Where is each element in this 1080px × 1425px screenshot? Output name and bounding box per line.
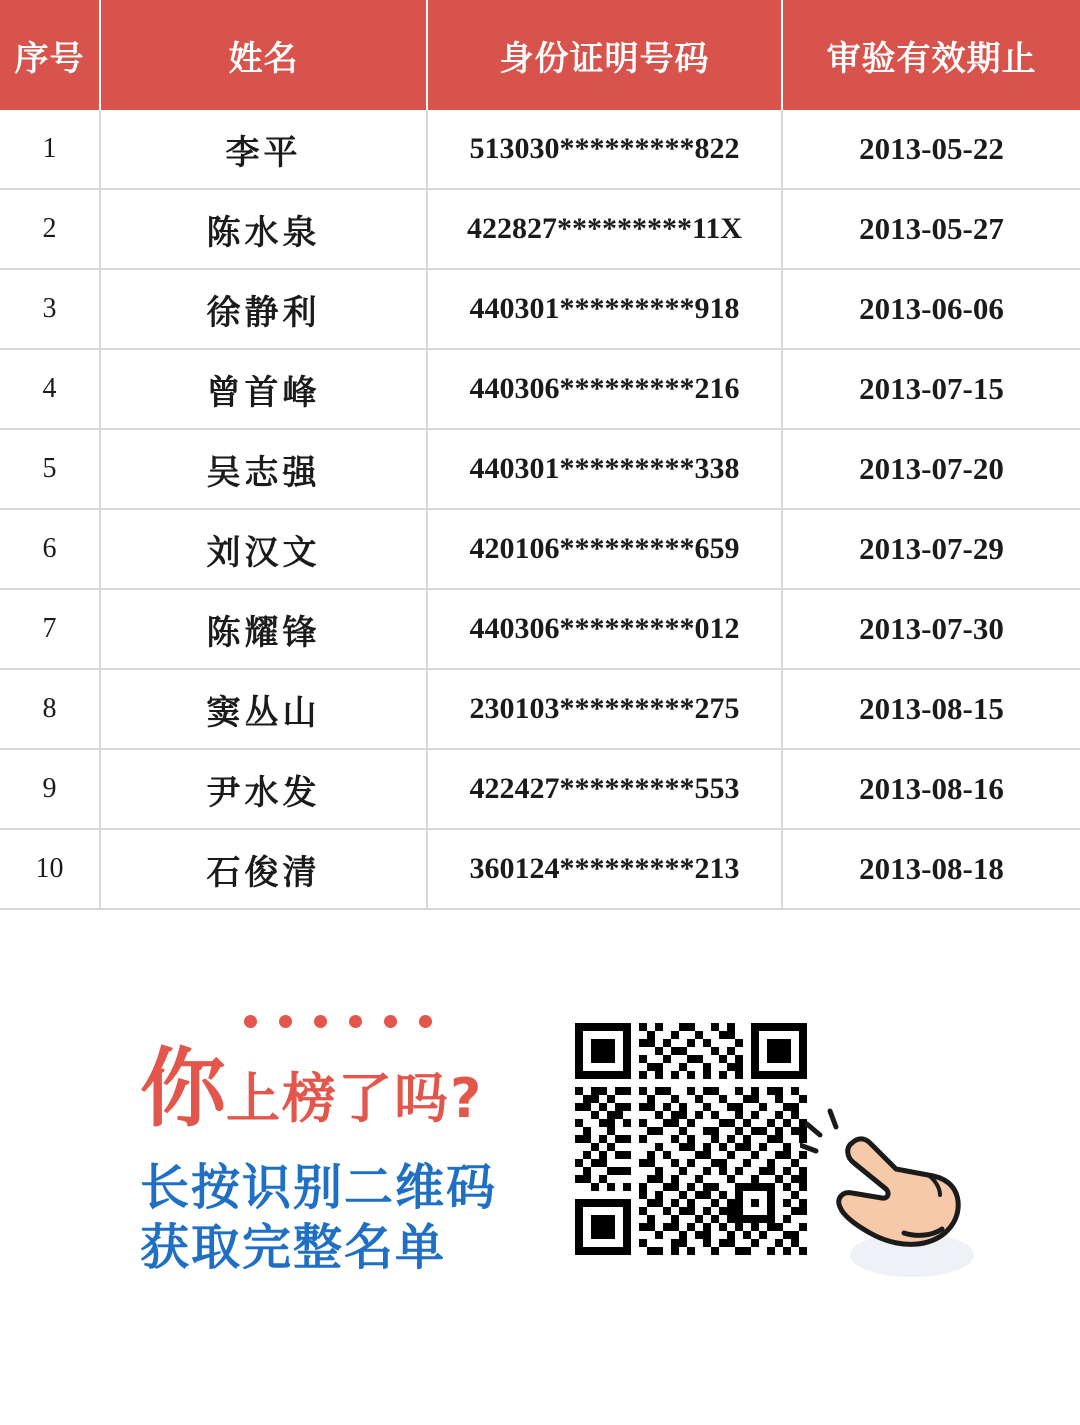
column-header-name: 姓名	[100, 0, 427, 110]
table-row	[0, 269, 1080, 349]
table-body	[0, 110, 1080, 909]
cell-index: 9	[0, 749, 100, 829]
dot-icon	[314, 1015, 327, 1028]
cell-index: 10	[0, 829, 100, 909]
table-row	[0, 189, 1080, 269]
cell-id: 440306*********216	[427, 349, 782, 429]
qr-code-image	[575, 1023, 807, 1255]
decorative-dots	[244, 1015, 540, 1028]
cell-id: 422427*********553	[427, 749, 782, 829]
cell-expiry: 2013-06-06	[782, 269, 1080, 349]
column-header-id: 身份证明号码	[427, 0, 782, 110]
table-row	[0, 669, 1080, 749]
cell-name: 陈水泉	[100, 189, 427, 269]
cell-expiry: 2013-05-27	[782, 189, 1080, 269]
dot-icon	[279, 1015, 292, 1028]
cell-name: 尹水发	[100, 749, 427, 829]
promo-headline	[140, 1039, 540, 1139]
cell-expiry: 2013-07-15	[782, 349, 1080, 429]
table-row	[0, 509, 1080, 589]
cell-name: 吴志强	[100, 429, 427, 509]
cell-expiry: 2013-07-29	[782, 509, 1080, 589]
dot-icon	[384, 1015, 397, 1028]
dot-icon	[419, 1015, 432, 1028]
table-row	[0, 749, 1080, 829]
cell-expiry: 2013-08-15	[782, 669, 1080, 749]
cell-index: 1	[0, 110, 100, 189]
cell-id: 422827*********11X	[427, 189, 782, 269]
cell-index: 8	[0, 669, 100, 749]
table-row	[0, 110, 1080, 189]
cell-id: 440301*********918	[427, 269, 782, 349]
table-row	[0, 589, 1080, 669]
table-header	[0, 0, 1080, 110]
promo-headline-rest: 上榜了吗?	[226, 1067, 484, 1130]
dot-icon	[244, 1015, 257, 1028]
cell-id: 440301*********338	[427, 429, 782, 509]
cell-index: 2	[0, 189, 100, 269]
cell-index: 4	[0, 349, 100, 429]
cell-expiry: 2013-08-18	[782, 829, 1080, 909]
cell-id: 360124*********213	[427, 829, 782, 909]
promo-subline-line2: 获取完整名单	[140, 1218, 447, 1276]
cell-name: 窦丛山	[100, 669, 427, 749]
cell-id: 230103*********275	[427, 669, 782, 749]
table-row	[0, 429, 1080, 509]
promo-subline	[140, 1158, 540, 1278]
promo-section	[0, 1005, 1080, 1425]
cell-expiry: 2013-05-22	[782, 110, 1080, 189]
cell-index: 7	[0, 589, 100, 669]
promo-text-block	[140, 1015, 540, 1278]
cell-expiry: 2013-07-30	[782, 589, 1080, 669]
cell-name: 李平	[100, 110, 427, 189]
cell-id: 440306*********012	[427, 589, 782, 669]
column-header-expiry: 审验有效期止	[782, 0, 1080, 110]
cell-id: 420106*********659	[427, 509, 782, 589]
tap-hand-icon	[800, 1105, 990, 1295]
promo-subline-line1: 长按识别二维码	[140, 1159, 498, 1216]
qr-code[interactable]	[575, 1023, 807, 1255]
table-row	[0, 829, 1080, 909]
table-row	[0, 349, 1080, 429]
cell-index: 3	[0, 269, 100, 349]
dot-icon	[349, 1015, 362, 1028]
cell-name: 刘汉文	[100, 509, 427, 589]
cell-expiry: 2013-07-20	[782, 429, 1080, 509]
column-header-index: 序号	[0, 0, 100, 110]
cell-name: 陈耀锋	[100, 589, 427, 669]
cell-id: 513030*********822	[427, 110, 782, 189]
cell-name: 石俊清	[100, 829, 427, 909]
cell-name: 徐静利	[100, 269, 427, 349]
tap-hand-illustration	[800, 1105, 990, 1295]
promo-headline-emphasis: 你	[140, 1039, 226, 1139]
cell-name: 曾首峰	[100, 349, 427, 429]
cell-expiry: 2013-08-16	[782, 749, 1080, 829]
table-header-row	[0, 0, 1080, 110]
cell-index: 5	[0, 429, 100, 509]
cell-index: 6	[0, 509, 100, 589]
